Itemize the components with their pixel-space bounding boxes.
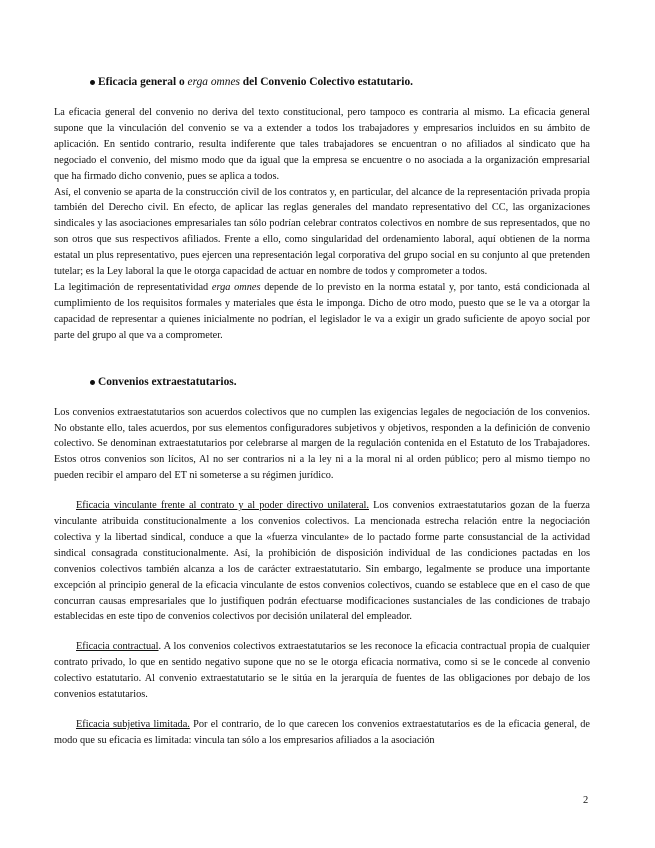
paragraph: La eficacia general del convenio no deriva del texto constitucional, pero tampoco es contraria al mismo. La eficacia general supone que la vinculación del convenio se va a extender a todos los trabajadores y empresarios incluidos en su ámbito de aplicación. En sentido contrario, resulta indiferente que tales trabajadores se encuentran o no afiliados al sindicato que ha negociado el convenio, del mismo modo que da igual que la empresa se encuentre o no asociada a la organización empresarial que ha firmado dicho convenio, pues se aplica a todos. [54, 107, 590, 182]
heading-text: Convenios extraestatutarios. [98, 375, 237, 388]
bullet-icon [90, 380, 95, 385]
paragraph-eficacia-vinculante: Eficacia vinculante frente al contrato y al poder directivo unilateral. Los convenios extraestatutarios gozan de la fuerza vinculante atribuida constitucionalmente a los convenios colectivos. La mencionada estrecha relación entre la negociación colectiva y la libertad sindical, conduce a que la «fuerza vinculante» de lo pactado forme parte consustancial de la actividad sindical consagrada constitucionalmente. Así, la prohibición de disposición individual de las condiciones pactadas en los convenios colectivos también alcanza a los de carácter extraestatutario. Sin embargo, legalmente se produce una importante excepción al principio general de la eficacia vinculante de estos convenios colectivos, cuando se establece que en el caso de que concurran causas empresariales que lo justifiquen podrán efectuarse modificaciones sustanciales de las condiciones de trabajo establecidas en este tipo de convenios colectivos por decisión unilateral del empleador. [54, 500, 590, 623]
section-heading-eficacia-general [54, 74, 590, 90]
paragraph-eficacia-subjetiva: Eficacia subjetiva limitada. Por el contrario, de lo que carecen los convenios extraestatutarios es de la eficacia general, de modo que su eficacia es limitada: vincula tan sólo a los empresarios afiliados a la asociación [54, 719, 590, 746]
paragraph: La legitimación de representatividad erga omnes depende de lo previsto en la norma estatal y, por tanto, está condicionada al cumplimiento de los requisitos formales y materiales que ésta le imponga. Dicho de otro modo, puesto que se le va a otorgar la capacidad de representar a quienes inicialmente no podrían, el legislador le va a exigir un grado suficiente de apoyo social por parte del grupo al que va a comprometer. [54, 281, 590, 341]
paragraph: Así, el convenio se aparta de la construcción civil de los contratos y, en particular, del alcance de la representación privada propia también del Derecho civil. En efecto, de aplicar las reglas generales del mandato representativo del CC, las organizaciones sindicales y las asociaciones empresariales tan sólo podrían celebrar contratos colectivos en nombre de sus representados, que no son otros que sus respectivos afiliados. Frente a ello, como singularidad del ordenamiento laboral, aquí obtienen de la norma estatal un plus representativo, pues ejercen una representación legal corporativa del grupo social en su conjunto al que pretenden tutelar; es la Ley laboral la que le otorga capacidad de actuar en nombre de todos y comprometer a todos. [54, 186, 590, 278]
paragraph-eficacia-contractual: Eficacia contractual. A los convenios colectivos extraestatutarios se les reconoce la eficacia contractual propia de cualquier contrato privado, lo que en sentido negativo supone que no se le otorga eficacia normativa, como si se le concede al convenio colectivo estatutario. Al convenio extraestatutario se le sitúa en la jerarquía de fuentes de las obligaciones por debajo de los convenios estatutarios. [54, 641, 590, 701]
paragraph: Los convenios extraestatutarios son acuerdos colectivos que no cumplen las exigencias legales de negociación de los convenios. No obstante ello, tales acuerdos, por sus elementos configuradores subjetivos y objetivos, responden a la definición de convenio colectivo. Se denominan extraestatutarios por celebrarse al margen de la regulación contenida en el Estatuto de los Trabajadores. Estos otros convenios son lícitos, Al no ser contrarios ni a la ley ni a la moral ni al orden público; pero al mismo tiempo no pueden recibir el amparo del ET ni someterse a su régimen jurídico. [54, 406, 590, 482]
underlined-subtitle: Eficacia subjetiva limitada. [76, 719, 190, 730]
document-body [54, 74, 590, 749]
section-heading-extraestatutarios [54, 374, 590, 390]
heading-italic: erga omnes [187, 76, 240, 88]
heading-text: Eficacia general o [98, 76, 188, 88]
underlined-subtitle: Eficacia contractual [76, 641, 159, 653]
heading-text-end: del Convenio Colectivo estatutario. [239, 76, 414, 88]
underlined-subtitle: Eficacia vinculante frente al contrato y al poder directivo unilateral. [76, 500, 369, 512]
bullet-icon [90, 80, 95, 85]
page-number: 2 [583, 795, 589, 806]
